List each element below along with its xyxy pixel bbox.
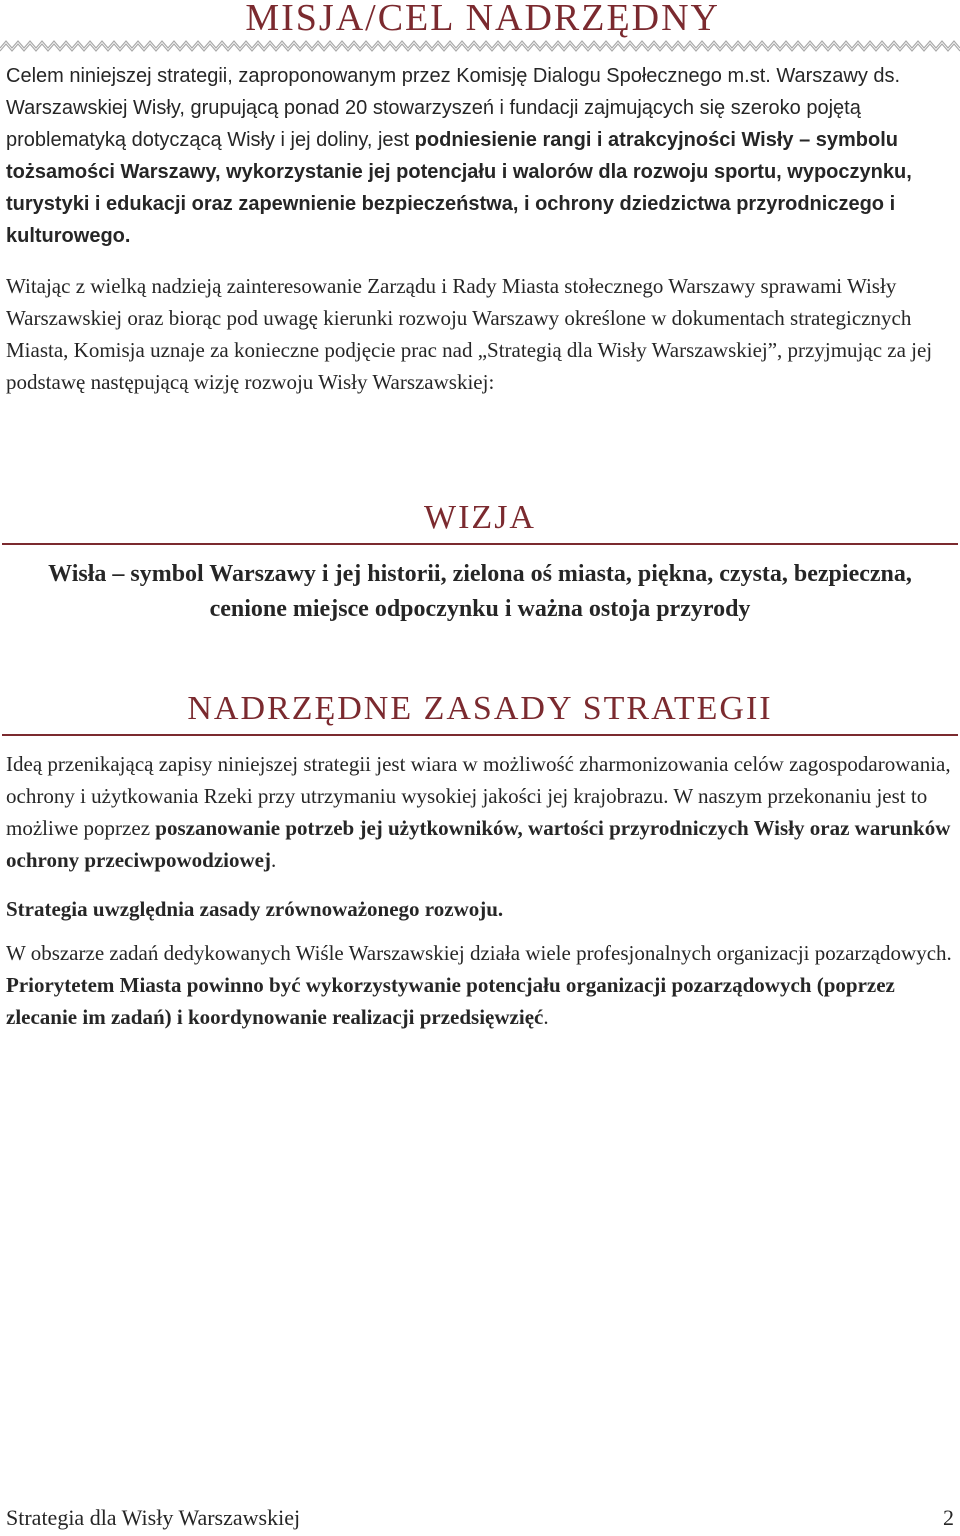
principles-end-3: .	[543, 1005, 549, 1029]
principles-divider	[2, 734, 958, 736]
principles-text-1: Ideą przenikającą zapisy niniejszej strategii jest wiara w możliwość zharmonizowania celów zagospodarowania, ochrony i użytkowania Rzeki przy utrzymaniu wysokiej jakości jej krajobrazu. W naszym przekonaniu jest to możliwe poprzez	[6, 752, 951, 840]
principles-heading: NADRZĘDNE ZASADY STRATEGII	[187, 690, 773, 727]
principles-bold-3: Priorytetem Miasta powinno być wykorzystywanie potencjału organizacji pozarządowych (poprzez zlecanie im zadań) i koordynowanie realizacji przedsięwzięć	[6, 973, 895, 1029]
principles-bold-1: poszanowanie potrzeb jej użytkowników, wartości przyrodniczych Wisły oraz warunków ochrony przeciwpowodziowej	[6, 816, 951, 872]
footer-document-title: Strategia dla Wisły Warszawskiej	[6, 1505, 301, 1530]
principles-text-3: W obszarze zadań dedykowanych Wiśle Warszawskiej działa wiele profesjonalnych organizacji pozarządowych.	[6, 941, 952, 965]
vision-heading: WIZJA	[424, 499, 536, 536]
decorative-zigzag-border	[0, 38, 960, 54]
mission-text: Celem niniejszej strategii, zaproponowanym przez Komisję Dialogu Społecznego m.st. Warszawy ds. Warszawskiej Wisły, grupującą ponad 20 stowarzyszeń i fundacji zajmujących się szeroko pojętą problematyką dotyczącą Wisły i jej doliny, jest	[6, 65, 901, 151]
mission-paragraph	[6, 60, 954, 252]
vision-statement: Wisła – symbol Warszawy i jej historii, zielona oś miasta, piękna, czysta, bezpieczna, cenione miejsce odpoczynku i ważna ostoja przyrody	[48, 561, 912, 622]
mission-bold-text: podniesienie rangi i atrakcyjności Wisły – symbolu tożsamości Warszawy, wykorzystanie jej potencjału i walorów dla rozwoju sportu, wypoczynku, turystyki i edukacji oraz zapewnienie bezpieczeństwa, i ochrony dziedzictwa przyrodniczego i kulturowego.	[6, 129, 912, 247]
principles-end-1: .	[271, 848, 277, 872]
principles-paragraph-2: Strategia uwzględnia zasady zrównoważonego rozwoju.	[6, 897, 504, 921]
footer-page-number: 2	[943, 1505, 954, 1530]
welcome-paragraph: Witając z wielką nadzieją zainteresowanie Zarządu i Rady Miasta stołecznego Warszawy sprawami Wisły Warszawskiej oraz biorąc pod uwagę kierunki rozwoju Warszawy określone w dokumentach strategicznych Miasta, Komisja uznaje za konieczne podjęcie prac nad „Strategią dla Wisły Warszawskiej”, przyjmując za jej podstawę następującą wizję rozwoju Wisły Warszawskiej:	[6, 274, 933, 394]
principles-paragraph-1	[6, 748, 954, 876]
mission-heading: MISJA/CEL NADRZĘDNY	[245, 0, 720, 39]
vision-divider	[2, 543, 958, 545]
principles-paragraph-3	[6, 937, 954, 1033]
